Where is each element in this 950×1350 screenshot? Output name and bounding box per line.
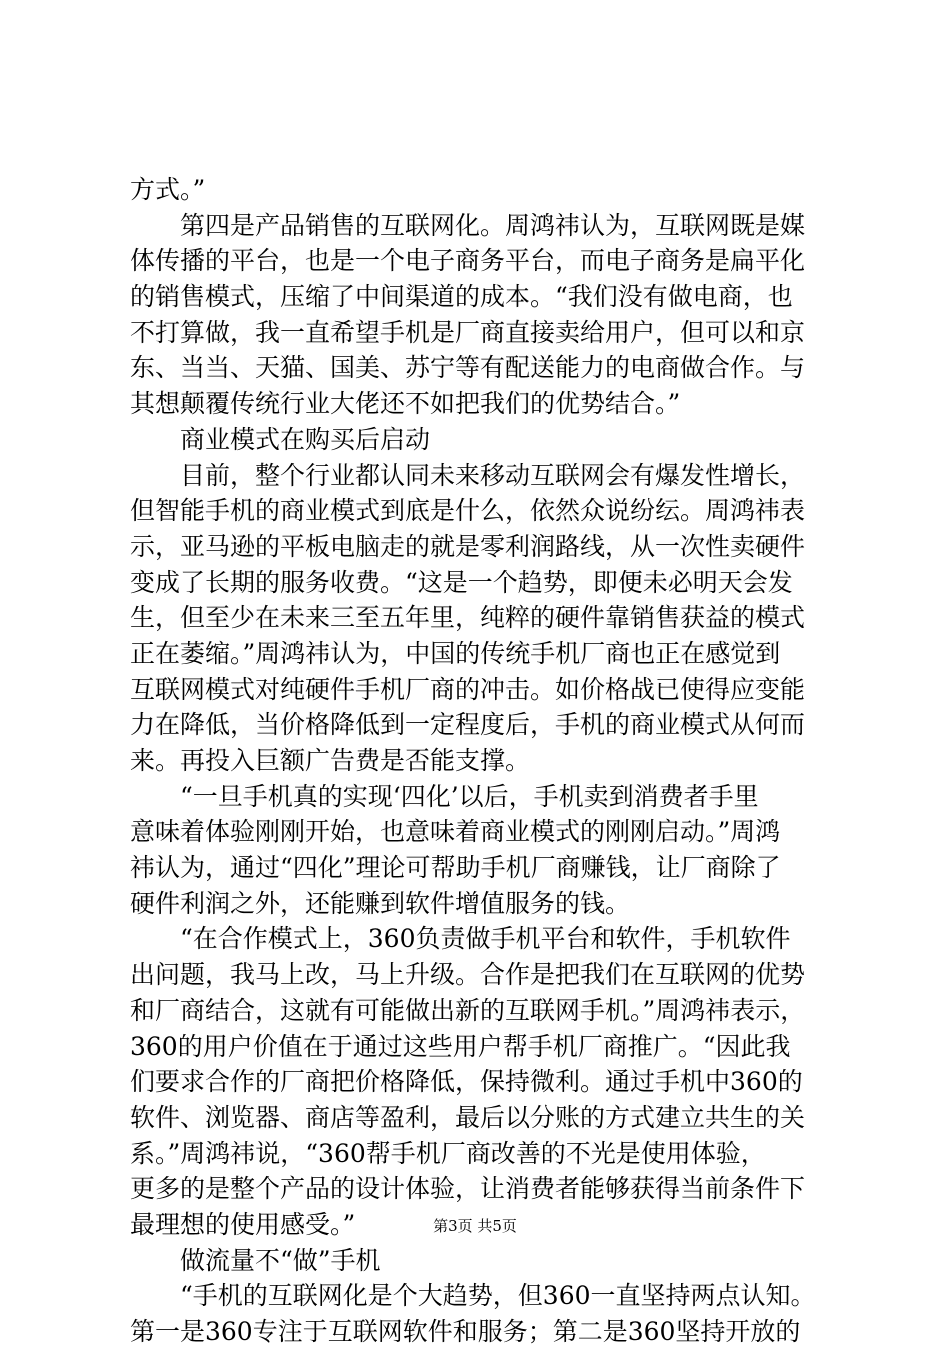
text-line: 其想颠覆传统行业大佬还不如把我们的优势结合。” bbox=[130, 389, 681, 419]
text-line: 最理想的使用感受。” bbox=[130, 1209, 356, 1239]
text-line: 正在萎缩。”周鸿祎认为，中国的传统手机厂商也正在感觉到 bbox=[130, 638, 781, 668]
page-footer: 第3页 共5页 bbox=[433, 1217, 517, 1235]
document-body bbox=[130, 172, 830, 1350]
text-line: 祎认为，通过“四化”理论可帮助手机厂商赚钱，让厂商除了 bbox=[130, 853, 781, 883]
section-heading: 做流量不“做”手机 bbox=[130, 1245, 381, 1275]
text-line: 生，但至少在未来三至五年里，纯粹的硬件靠销售获益的模式 bbox=[130, 603, 806, 633]
text-line: 体传播的平台，也是一个电子商务平台，而电子商务是扁平化 bbox=[130, 246, 806, 276]
text-line: 360的用户价值在于通过这些用户帮手机厂商推广。“因此我 bbox=[130, 1031, 791, 1061]
text-line: 的销售模式，压缩了中间渠道的成本。“我们没有做电商，也 bbox=[130, 282, 793, 312]
text-line: 第一是360专注于互联网软件和服务；第二是360坚持开放的 bbox=[130, 1317, 801, 1346]
text-line: “在合作模式上，360负责做手机平台和软件，手机软件 bbox=[130, 924, 791, 954]
text-line: 出问题，我马上改，马上升级。合作是把我们在互联网的优势 bbox=[130, 960, 806, 990]
text-line: 更多的是整个产品的设计体验，让消费者能够获得当前条件下 bbox=[130, 1174, 806, 1204]
text-line: 意味着体验刚刚开始，也意味着商业模式的刚刚启动。”周鸿 bbox=[130, 817, 781, 847]
text-line: 来。再投入巨额广告费是否能支撑。 bbox=[130, 746, 531, 775]
text-line: 方式。” bbox=[130, 175, 206, 204]
text-line: 目前，整个行业都认同未来移动互联网会有爆发性增长， bbox=[130, 460, 806, 490]
text-line: 系。”周鸿祎说，“360帮手机厂商改善的不光是使用体验， bbox=[130, 1138, 766, 1168]
text-line: 互联网模式对纯硬件手机厂商的冲击。如价格战已使得应变能 bbox=[130, 674, 806, 704]
section-heading: 商业模式在购买后启动 bbox=[130, 424, 431, 454]
text-line: 不打算做，我一直希望手机是厂商直接卖给用户，但可以和京 bbox=[130, 317, 806, 347]
text-line: 力在降低，当价格降低到一定程度后，手机的商业模式从何而 bbox=[130, 710, 806, 740]
text-line: 东、当当、天猫、国美、苏宁等有配送能力的电商做合作。与 bbox=[130, 353, 806, 383]
text-line: 软件、浏览器、商店等盈利，最后以分账的方式建立共生的关 bbox=[130, 1102, 806, 1132]
text-line: 们要求合作的厂商把价格降低，保持微利。通过手机中360的 bbox=[130, 1067, 803, 1097]
text-line: 硬件利润之外，还能赚到软件增值服务的钱。 bbox=[130, 888, 631, 918]
text-line: 变成了长期的服务收费。“这是一个趋势，即便未必明天会发 bbox=[130, 567, 793, 597]
text-line: 但智能手机的商业模式到底是什么，依然众说纷纭。周鸿祎表 bbox=[130, 496, 806, 526]
text-line: 和厂商结合，这就有可能做出新的互联网手机。”周鸿祎表示， bbox=[130, 995, 806, 1025]
text-line: “手机的互联网化是个大趋势，但360一直坚持两点认知。 bbox=[130, 1281, 816, 1311]
text-line: 第四是产品销售的互联网化。周鸿祎认为，互联网既是媒 bbox=[130, 210, 806, 240]
text-line: 示，亚马逊的平板电脑走的就是零利润路线，从一次性卖硬件 bbox=[130, 531, 806, 561]
text-line: “一旦手机真的实现‘四化’以后，手机卖到消费者手里 bbox=[130, 781, 759, 811]
